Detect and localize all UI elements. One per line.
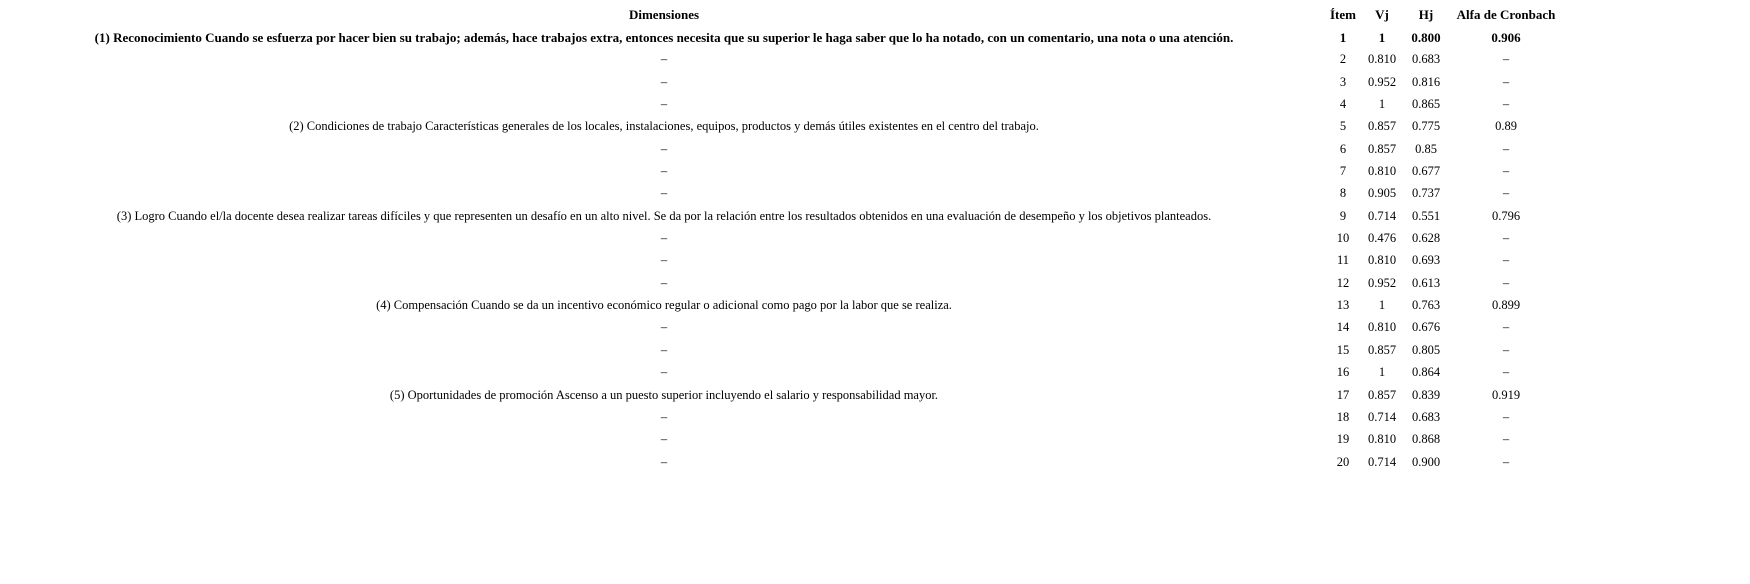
item-cell: 3 — [1339, 74, 1347, 89]
header-item: Ítem — [1330, 7, 1356, 23]
item-cell: 6 — [1339, 141, 1347, 156]
table-row — [0, 451, 1566, 473]
item-cell: 2 — [1339, 52, 1347, 67]
table-row — [0, 71, 1566, 93]
validity-reliability-table — [0, 4, 1566, 473]
header-dimension: Dimensiones — [628, 7, 700, 23]
dimension-cell: – — [660, 365, 668, 380]
hj-cell: 0.868 — [1411, 432, 1441, 447]
table-row — [0, 362, 1566, 384]
vj-cell: 1 — [1378, 97, 1386, 112]
item-cell: 13 — [1336, 298, 1350, 313]
vj-cell: 0.810 — [1367, 320, 1397, 335]
alpha-cell: – — [1502, 52, 1510, 67]
alpha-cell: – — [1502, 253, 1510, 268]
dimension-cell: – — [660, 164, 668, 179]
item-cell: 18 — [1336, 409, 1350, 424]
alpha-cell: – — [1502, 342, 1510, 357]
hj-cell: 0.805 — [1411, 342, 1441, 357]
vj-cell: 1 — [1378, 29, 1386, 45]
alpha-cell: – — [1502, 164, 1510, 179]
header-vj: Vj — [1375, 7, 1389, 23]
hj-cell: 0.864 — [1411, 365, 1441, 380]
vj-cell: 0.810 — [1367, 164, 1397, 179]
table-row — [0, 138, 1566, 160]
hj-cell: 0.900 — [1411, 454, 1441, 469]
table-row — [0, 317, 1566, 339]
alpha-cell: 0.919 — [1491, 387, 1521, 402]
alpha-cell: 0.906 — [1491, 29, 1521, 45]
table-row — [0, 250, 1566, 272]
vj-cell: 1 — [1378, 298, 1386, 313]
table-row — [0, 406, 1566, 428]
alpha-cell: – — [1502, 409, 1510, 424]
dimension-cell: (2) Condiciones de trabajo Características generales de los locales, instalaciones, equipos, productos y demás útiles existentes en el centro del trabajo. — [289, 119, 1039, 134]
table-row — [0, 384, 1566, 406]
vj-cell: 0.714 — [1367, 208, 1397, 223]
header-hj: Hj — [1418, 7, 1434, 23]
item-cell: 9 — [1339, 208, 1347, 223]
alpha-cell: – — [1502, 97, 1510, 112]
vj-cell: 0.476 — [1367, 231, 1397, 246]
table-row — [0, 116, 1566, 138]
hj-cell: 0.693 — [1411, 253, 1441, 268]
header-alpha: Alfa de Cronbach — [1456, 7, 1556, 23]
item-cell: 1 — [1339, 29, 1347, 45]
table-row — [0, 183, 1566, 205]
vj-cell: 0.952 — [1367, 74, 1397, 89]
dimension-cell: (3) Logro Cuando el/la docente desea realizar tareas difíciles y que representen un desafío en un alto nivel. Se da por la relación entre los resultados obtenidos en una evaluación de desempeño y los objetivos planteados. — [116, 208, 1212, 223]
vj-cell: 0.857 — [1367, 342, 1397, 357]
hj-cell: 0.763 — [1411, 298, 1441, 313]
dimension-cell: – — [660, 74, 668, 89]
dimension-cell: – — [660, 186, 668, 201]
item-cell: 12 — [1336, 275, 1350, 290]
dimension-cell: – — [660, 454, 668, 469]
alpha-cell: 0.796 — [1491, 208, 1521, 223]
dimension-cell: – — [660, 253, 668, 268]
hj-cell: 0.613 — [1411, 275, 1441, 290]
vj-cell: 0.952 — [1367, 275, 1397, 290]
item-cell: 4 — [1339, 97, 1347, 112]
vj-cell: 0.714 — [1367, 454, 1397, 469]
hj-cell: 0.551 — [1411, 208, 1441, 223]
vj-cell: 0.857 — [1367, 141, 1397, 156]
item-cell: 20 — [1336, 454, 1350, 469]
vj-cell: 0.810 — [1367, 52, 1397, 67]
hj-cell: 0.85 — [1415, 141, 1437, 156]
hj-cell: 0.816 — [1411, 74, 1441, 89]
table-row — [0, 160, 1566, 182]
alpha-cell: – — [1502, 320, 1510, 335]
hj-cell: 0.683 — [1411, 409, 1441, 424]
vj-cell: 0.714 — [1367, 409, 1397, 424]
table-row — [0, 272, 1566, 294]
item-cell: 7 — [1339, 164, 1347, 179]
alpha-cell: – — [1502, 275, 1510, 290]
hj-cell: 0.737 — [1411, 186, 1441, 201]
hj-cell: 0.677 — [1411, 164, 1441, 179]
item-cell: 19 — [1336, 432, 1350, 447]
table-row — [0, 49, 1566, 71]
dimension-cell: – — [660, 52, 668, 67]
dimension-cell: – — [660, 97, 668, 112]
alpha-cell: – — [1502, 365, 1510, 380]
item-cell: 5 — [1339, 119, 1347, 134]
hj-cell: 0.676 — [1411, 320, 1441, 335]
item-cell: 16 — [1336, 365, 1350, 380]
hj-cell: 0.800 — [1411, 29, 1441, 45]
hj-cell: 0.683 — [1411, 52, 1441, 67]
dimension-cell: (4) Compensación Cuando se da un incentivo económico regular o adicional como pago por la labor que se realiza. — [376, 298, 952, 313]
table-row — [0, 205, 1566, 227]
item-cell: 15 — [1336, 342, 1350, 357]
dimension-cell: (1) Reconocimiento Cuando se esfuerza por hacer bien su trabajo; además, hace trabajos extra, entonces necesita que su superior le haga saber que lo ha notado, con un comentario, una nota o una atención. — [94, 29, 1234, 45]
alpha-cell: – — [1502, 231, 1510, 246]
hj-cell: 0.628 — [1411, 231, 1441, 246]
item-cell: 11 — [1336, 253, 1350, 268]
dimension-cell: – — [660, 320, 668, 335]
table-row — [0, 339, 1566, 361]
alpha-cell: – — [1502, 74, 1510, 89]
item-cell: 10 — [1336, 231, 1350, 246]
table-row — [0, 429, 1566, 451]
vj-cell: 0.810 — [1367, 432, 1397, 447]
alpha-cell: 0.899 — [1491, 298, 1521, 313]
alpha-cell: – — [1502, 454, 1510, 469]
table-row — [0, 227, 1566, 249]
alpha-cell: – — [1502, 186, 1510, 201]
vj-cell: 0.857 — [1367, 119, 1397, 134]
dimension-cell: – — [660, 342, 668, 357]
table-row — [0, 26, 1566, 48]
hj-cell: 0.865 — [1411, 97, 1441, 112]
dimension-cell: – — [660, 432, 668, 447]
alpha-cell: 0.89 — [1495, 119, 1517, 134]
header-row — [0, 4, 1566, 26]
dimension-cell: (5) Oportunidades de promoción Ascenso a un puesto superior incluyendo el salario y responsabilidad mayor. — [389, 387, 939, 402]
vj-cell: 1 — [1378, 365, 1386, 380]
dimension-cell: – — [660, 409, 668, 424]
hj-cell: 0.839 — [1411, 387, 1441, 402]
item-cell: 8 — [1339, 186, 1347, 201]
vj-cell: 0.810 — [1367, 253, 1397, 268]
alpha-cell: – — [1502, 432, 1510, 447]
alpha-cell: – — [1502, 141, 1510, 156]
hj-cell: 0.775 — [1411, 119, 1441, 134]
dimension-cell: – — [660, 141, 668, 156]
vj-cell: 0.905 — [1367, 186, 1397, 201]
table-row — [0, 294, 1566, 316]
table-row — [0, 93, 1566, 115]
vj-cell: 0.857 — [1367, 387, 1397, 402]
dimension-cell: – — [660, 275, 668, 290]
dimension-cell: – — [660, 231, 668, 246]
item-cell: 14 — [1336, 320, 1350, 335]
item-cell: 17 — [1336, 387, 1350, 402]
